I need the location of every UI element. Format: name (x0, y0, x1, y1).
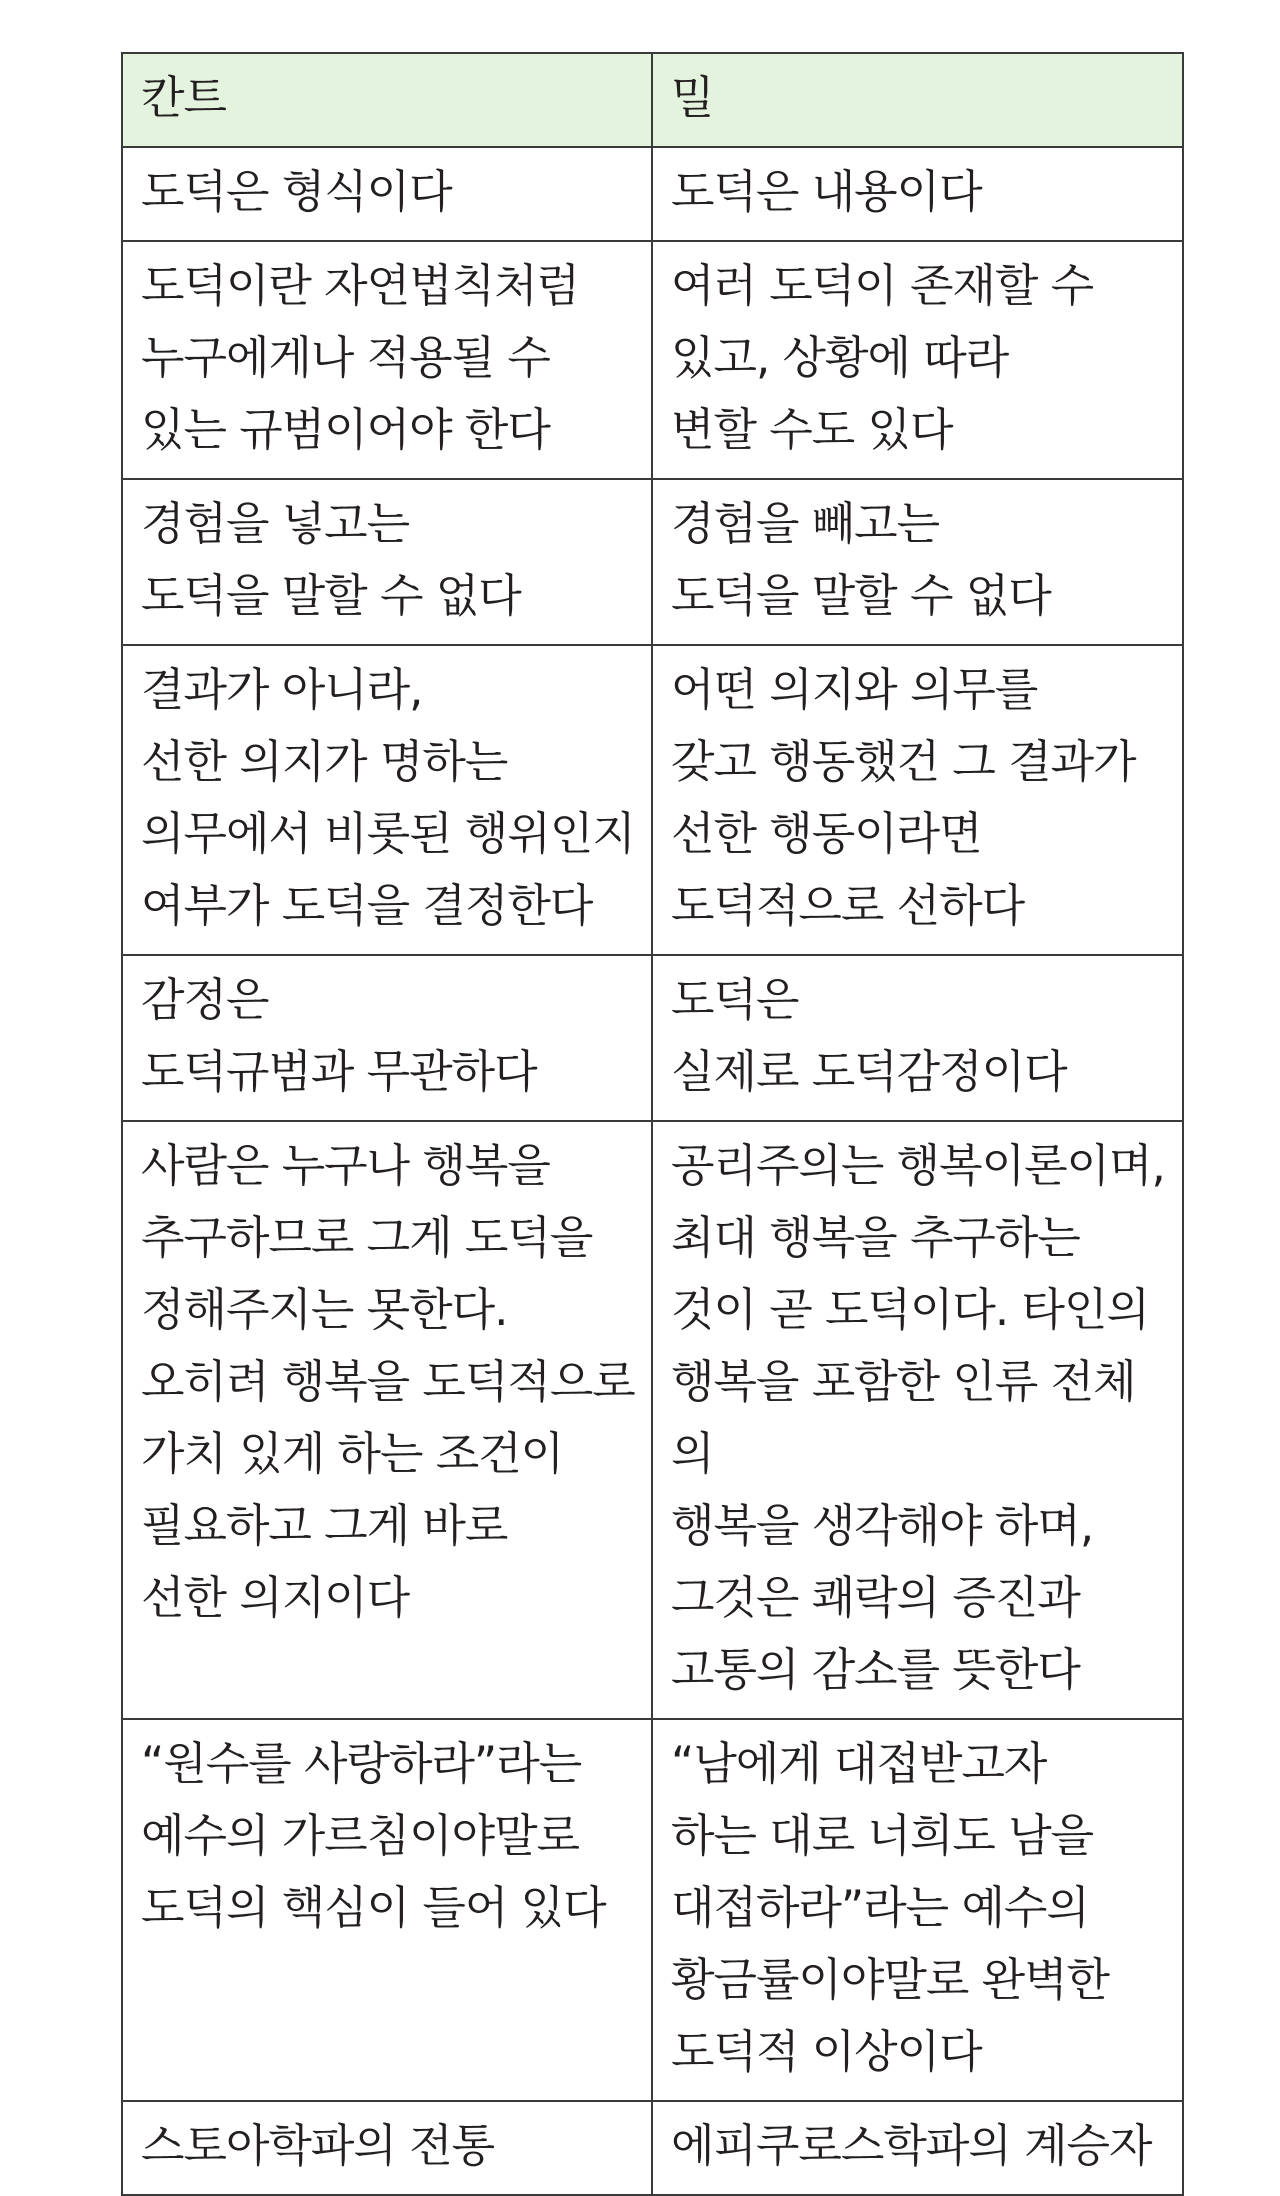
mill-cell: 도덕은 내용이다 (652, 147, 1183, 241)
mill-cell: 도덕은 실제로 도덕감정이다 (652, 955, 1183, 1121)
kant-cell: 도덕은 형식이다 (122, 147, 652, 241)
mill-cell: 에피쿠로스학파의 계승자 (652, 2101, 1183, 2195)
kant-cell: 도덕이란 자연법칙처럼 누구에게나 적용될 수 있는 규범이어야 한다 (122, 241, 652, 479)
table-row (122, 955, 1183, 1121)
kant-cell: 결과가 아니라, 선한 의지가 명하는 의무에서 비롯된 행위인지 여부가 도덕을 결정한다 (122, 645, 652, 955)
table-row (122, 147, 1183, 241)
table-row (122, 1121, 1183, 1719)
table-row (122, 645, 1183, 955)
kant-cell: 스토아학파의 전통 (122, 2101, 652, 2195)
mill-cell: 경험을 빼고는 도덕을 말할 수 없다 (652, 479, 1183, 645)
mill-cell: 어떤 의지와 의무를 갖고 행동했건 그 결과가 선한 행동이라면 도덕적으로 선하다 (652, 645, 1183, 955)
header-cell-kant: 칸트 (122, 53, 652, 147)
comparison-table (121, 52, 1184, 2196)
header-row (122, 53, 1183, 147)
kant-cell: “원수를 사랑하라”라는 예수의 가르침이야말로 도덕의 핵심이 들어 있다 (122, 1719, 652, 2101)
kant-cell: 경험을 넣고는 도덕을 말할 수 없다 (122, 479, 652, 645)
header-cell-mill: 밀 (652, 53, 1183, 147)
mill-cell: “남에게 대접받고자 하는 대로 너희도 남을 대접하라”라는 예수의 황금률이야말로 완벽한 도덕적 이상이다 (652, 1719, 1183, 2101)
kant-cell: 사람은 누구나 행복을 추구하므로 그게 도덕을 정해주지는 못한다. 오히려 행복을 도덕적으로 가치 있게 하는 조건이 필요하고 그게 바로 선한 의지이다 (122, 1121, 652, 1719)
mill-cell: 공리주의는 행복이론이며, 최대 행복을 추구하는 것이 곧 도덕이다. 타인의 행복을 포함한 인류 전체의 행복을 생각해야 하며, 그것은 쾌락의 증진과 고통의 감소를 뜻한다 (652, 1121, 1183, 1719)
table-row (122, 479, 1183, 645)
table-row (122, 241, 1183, 479)
table-row (122, 2101, 1183, 2195)
kant-cell: 감정은 도덕규범과 무관하다 (122, 955, 652, 1121)
table-row (122, 1719, 1183, 2101)
mill-cell: 여러 도덕이 존재할 수 있고, 상황에 따라 변할 수도 있다 (652, 241, 1183, 479)
